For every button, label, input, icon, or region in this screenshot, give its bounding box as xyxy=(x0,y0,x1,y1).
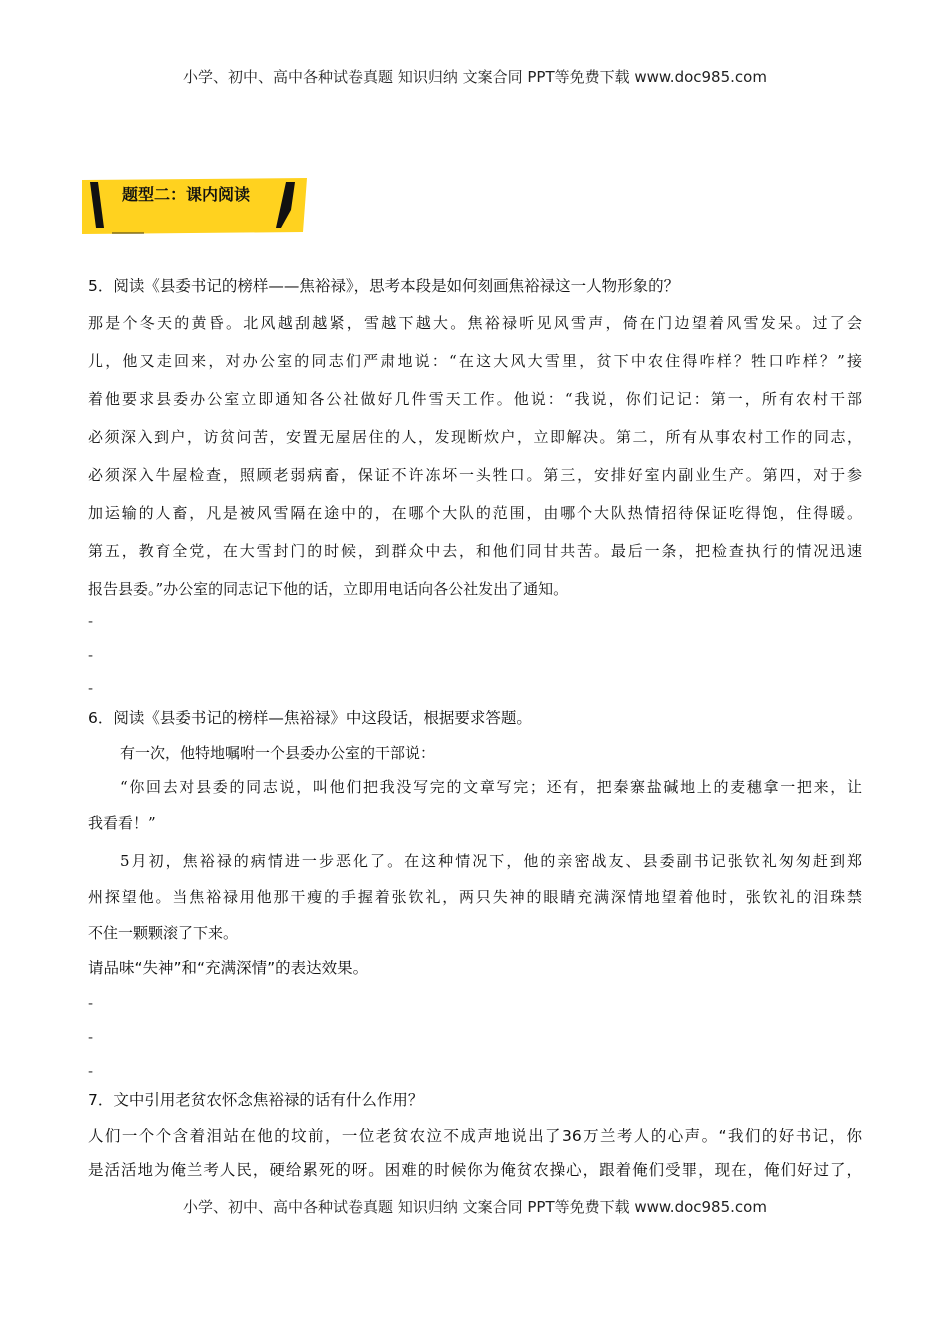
q5-question: 5．阅读《县委书记的榜样——焦裕禄》，思考本段是如何刻画焦裕禄这一人物形象的？ xyxy=(88,277,680,295)
q6-line-3: 我看看！” xyxy=(88,814,156,832)
section-title: 题型二：课内阅读 xyxy=(122,185,251,204)
q5-line-2: 儿，他又走回来，对办公室的同志们严肃地说：“在这大风大雪里，贫下中农住得咋样？牲口咋样？”接 xyxy=(88,352,862,370)
q6-prompt: 请品味“失神”和“充满深情”的表达效果。 xyxy=(88,959,369,977)
q5-line-6: 加运输的人畜，凡是被风雪隔在途中的，在哪个大队的范围，由哪个大队热情招待保证吃得饱，住得暖。 xyxy=(88,504,862,522)
page-header: 小学、初中、高中各种试卷真题 知识归纳 文案合同 PPT等免费下载 www.doc985.com xyxy=(183,68,767,86)
page-footer: 小学、初中、高中各种试卷真题 知识归纳 文案合同 PPT等免费下载 www.doc985.com xyxy=(183,1198,767,1216)
section-banner xyxy=(82,178,307,234)
answer-line[interactable]: - xyxy=(88,1030,94,1046)
q5-line-7: 第五，教育全党，在大雪封门的时候，到群众中去，和他们同甘共苦。最后一条，把检查执行的情况迅速 xyxy=(88,542,862,560)
q7-line-2: 是活活地为俺兰考人民，硬给累死的呀。困难的时候你为俺贫农操心，跟着俺们受罪，现在，俺们好过了， xyxy=(88,1161,862,1179)
q6-line-6: 不住一颗颗滚了下来。 xyxy=(88,924,239,942)
q7-line-1: 人们一个个含着泪站在他的坟前，一位老贫农泣不成声地说出了36万兰考人的心声。“我们的好书记，你 xyxy=(88,1127,862,1145)
answer-line[interactable]: - xyxy=(88,648,94,664)
q5-line-3: 着他要求县委办公室立即通知各公社做好几件雪天工作。他说：“我说，你们记记：第一，所有农村干部 xyxy=(88,390,862,408)
q6-line-1: 有一次，他特地嘱咐一个县委办公室的干部说： xyxy=(120,744,436,762)
q5-line-1: 那是个冬天的黄昏。北风越刮越紧，雪越下越大。焦裕禄听见风雪声，倚在门边望着风雪发呆。过了会 xyxy=(88,314,862,332)
answer-line[interactable]: - xyxy=(88,681,94,697)
q5-line-5: 必须深入牛屋检查，照顾老弱病畜，保证不许冻坏一头牲口。第三，安排好室内副业生产。第四，对于参 xyxy=(88,466,862,484)
q5-line-4: 必须深入到户，访贫问苦，安置无屋居住的人，发现断炊户，立即解决。第二，所有从事农村工作的同志， xyxy=(88,428,862,446)
answer-line[interactable]: - xyxy=(88,1064,94,1080)
q5-line-8: 报告县委。”办公室的同志记下他的话，立即用电话向各公社发出了通知。 xyxy=(88,580,569,598)
q7-question: 7．文中引用老贫农怀念焦裕禄的话有什么作用？ xyxy=(88,1091,424,1109)
q6-line-4: 5月初，焦裕禄的病情进一步恶化了。在这种情况下，他的亲密战友、县委副书记张钦礼匆匆赶到郑 xyxy=(120,852,862,870)
q6-question: 6．阅读《县委书记的榜样—焦裕禄》中这段话，根据要求答题。 xyxy=(88,709,532,727)
q6-line-2: “你回去对县委的同志说，叫他们把我没写完的文章写完；还有，把秦寨盐碱地上的麦穗拿一把来，让 xyxy=(120,778,862,796)
answer-line[interactable]: - xyxy=(88,614,94,630)
q6-line-5: 州探望他。当焦裕禄用他那干瘦的手握着张钦礼，两只失神的眼睛充满深情地望着他时，张钦礼的泪珠禁 xyxy=(88,888,862,906)
answer-line[interactable]: - xyxy=(88,996,94,1012)
